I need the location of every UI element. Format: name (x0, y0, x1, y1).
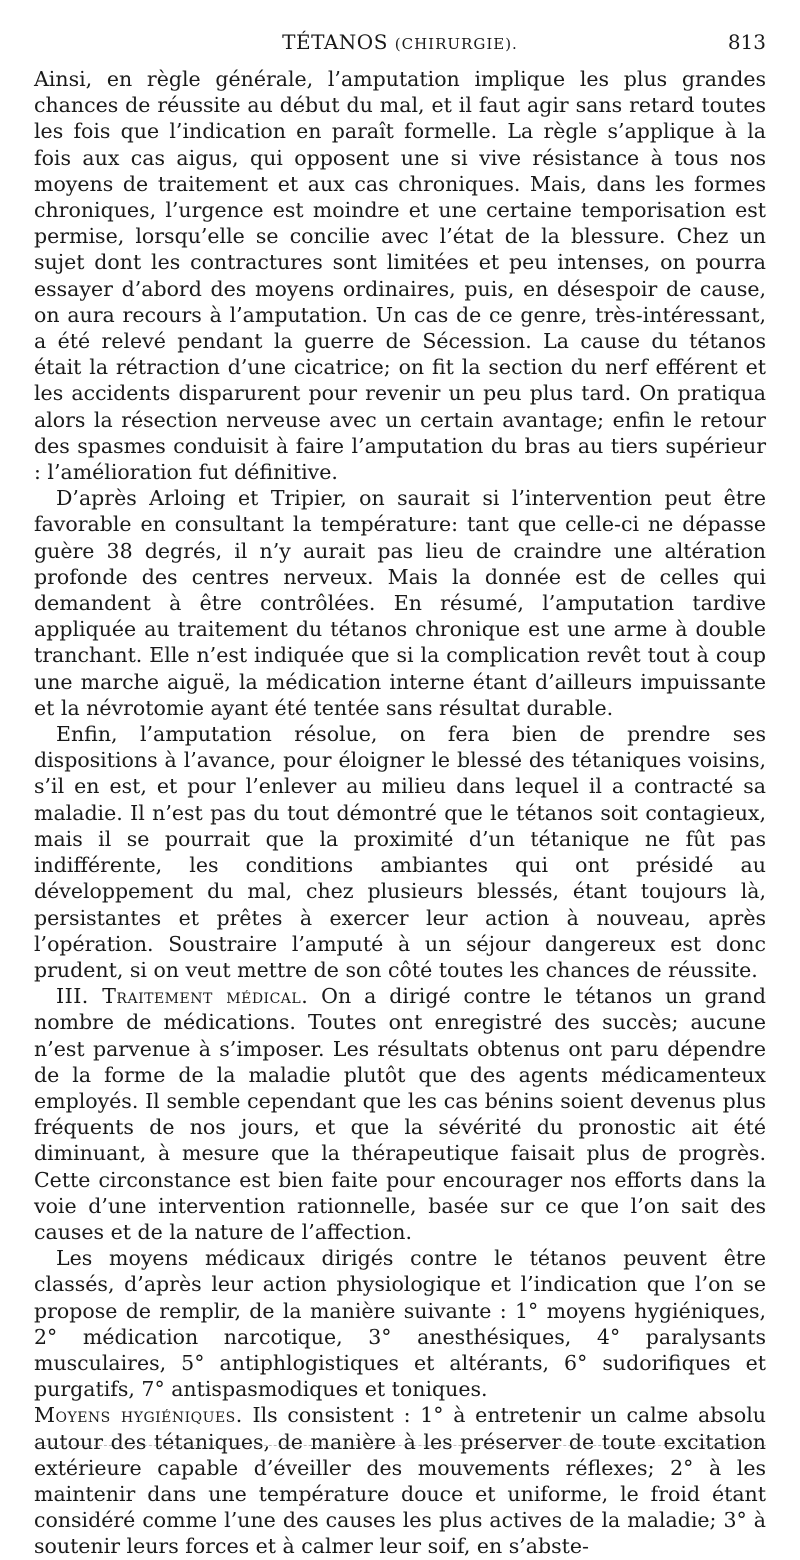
paragraph-amputation-rule: Ainsi, en règle générale, l’amputation implique les plus grandes chances de réussite au début du mal, et il faut agir sans retard toutes les fois que l’indication en paraît formelle. La règle s’applique à la fois aux cas aigus, qui opposent une si vive résistance à tous nos moyens de traitement et aux cas chroniques. Mais, dans les formes chroniques, l’urgence est moindre et une certaine temporisation est permise, lorsqu’elle se concilie avec l’état de la blessure. Chez un sujet dont les contractures sont limitées et peu intenses, on pourra essayer d’abord des moyens ordinaires, puis, en désespoir de cause, on aura recours à l’amputation. Un cas de ce genre, très-intéressant, a été relevé pendant la guerre de Sécession. La cause du tétanos était la rétraction d’une cicatrice; on fit la section du nerf efférent et les accidents disparurent pour revenir un peu plus tard. On pratiqua alors la résection nerveuse avec un certain avantage; enfin le retour des spasmes conduisit à faire l’amputation du bras au tiers supérieur : l’amélioration fut définitive. (34, 67, 766, 485)
paragraph-isolation: Enfin, l’amputation résolue, on fera bien de prendre ses dispositions à l’avance, pour éloigner le blessé des tétaniques voisins, s’il en est, et pour l’enlever au milieu dans lequel il a contracté sa maladie. Il n’est pas du tout démontré que le tétanos soit contagieux, mais il se pourrait que la proximité d’un tétanique ne fût pas indifférente, les conditions ambiantes qui ont présidé au développement du mal, chez plusieurs blessés, étant toujours là, persistantes et prêtes à exercer leur action à nouveau, après l’opération. Soustraire l’amputé à un séjour dangereux est donc prudent, si on veut mettre de son côté toutes les chances de réussite. (34, 722, 766, 982)
paragraph-moyens-hygieniques (34, 1402, 766, 1559)
running-title (34, 30, 766, 54)
running-title-section: (CHIRURGIE). (394, 35, 518, 53)
page-number: 813 (727, 30, 766, 54)
section-heading-traitement-medical: III. Traitement médical. (56, 984, 309, 1009)
running-head (34, 30, 766, 60)
paragraph-moyens-hygieniques-text: Ils consistent : 1° à entretenir un calme absolu autour des tétaniques, de manière à les préserver de toute excitation extérieure capable d’éveiller des mouvements réflexes; 2° à les maintenir dans une température douce et uniforme, le froid étant considéré comme l’une des causes les plus actives de la maladie; 3° à soutenir leurs forces et à calmer leur soif, en s’abste- (34, 1403, 767, 1559)
body-text (34, 66, 766, 1560)
paragraph-traitement-medical-text: On a dirigé contre le tétanos un grand nombre de médications. Toutes ont enregistré des succès; aucune n’est parvenue à s’imposer. Les résultats obtenus ont paru dépendre de la forme de la maladie plutôt que des agents médicamenteux employés. Il semble cependant que les cas bénins soient devenus plus fréquents de nos jours, et que la sévérité du pronostic ait été diminuant, à mesure que la thérapeutique faisait plus de progrès. Cette circonstance est bien faite pour encourager nos efforts dans la voie d’une intervention rationnelle, basée sur ce que l’on sait des causes et de la nature de l’affection. (34, 984, 767, 1244)
section-heading-moyens-hygieniques: Moyens hygiéniques. (34, 1403, 243, 1428)
paragraph-arloing-tripier: D’après Arloing et Tripier, on saurait si l’intervention peut être favorable en consultant la température: tant que celle-ci ne dépasse guère 38 degrés, il n’y aurait pas lieu de craindre une altération profonde des centres nerveux. Mais la donnée est de celles qui demandent à être contrôlées. En résumé, l’amputation tardive appliquée au traitement du tétanos chronique est une arme à double tranchant. Elle n’est indiquée que si la complication revêt tout à coup une marche aiguë, la médication interne étant d’ailleurs impuissante et la névrotomie ayant été tentée sans résultat durable. (34, 486, 766, 720)
paragraph-traitement-medical (34, 983, 766, 1245)
bottom-margin-rule (34, 1445, 766, 1446)
running-title-main: TÉTANOS (282, 30, 388, 54)
paragraph-classification: Les moyens médicaux dirigés contre le tétanos peuvent être classés, d’après leur action physiologique et l’indication que l’on se propose de remplir, de la manière suivante : 1° moyens hygiéniques, 2° médication narcotique, 3° anesthésiques, 4° paralysants musculaires, 5° antiphlogistiques et altérants, 6° sudorifiques et purgatifs, 7° antispasmodiques et toniques. (34, 1246, 766, 1402)
